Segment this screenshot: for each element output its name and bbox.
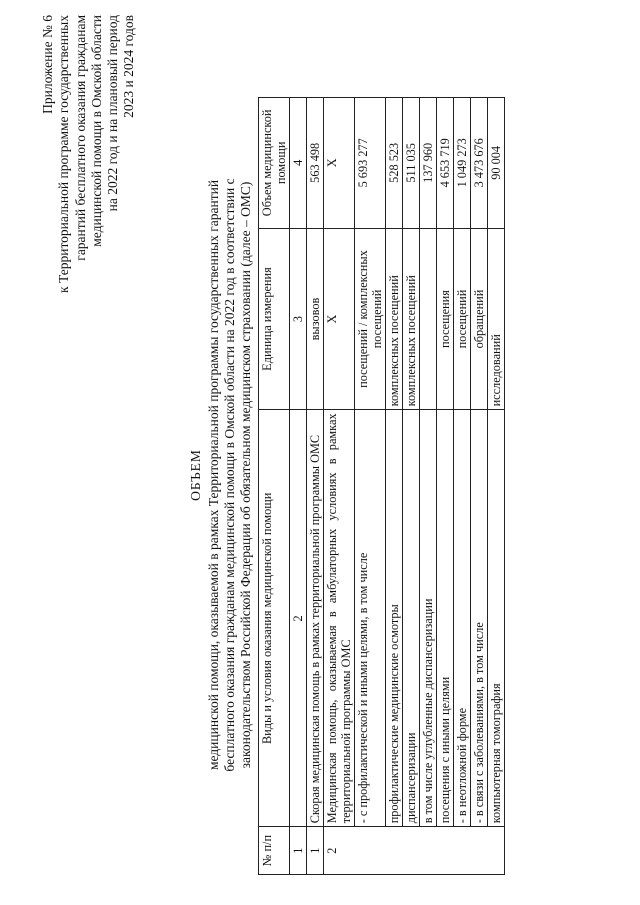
row-volume: 563 498: [307, 98, 324, 229]
header-num: № п/п: [259, 827, 290, 875]
table-row: [420, 98, 437, 875]
row-type: - в связи с заболеваниями, в том числе: [471, 410, 488, 827]
row-unit: посещений / комплексных посещений: [355, 228, 386, 410]
appendix-line: Приложение № 6: [40, 15, 55, 114]
appendix-line: 2023 и 2024 годов: [121, 15, 137, 118]
row-volume: 90 004: [488, 98, 505, 229]
row-volume: Х: [324, 98, 355, 229]
volume-table: [258, 97, 505, 875]
heading-line: законодательством Российской Федерации об обязательном медицинском страховании (далее – ОМС): [238, 181, 253, 769]
appendix-line: медицинской помощи в Омской области: [88, 15, 104, 247]
appendix-line: к Территориальной программе государственных: [56, 15, 72, 293]
document-title: ОБЪЕМ: [188, 449, 203, 501]
col-number: 4: [290, 98, 307, 229]
row-num: 1: [307, 827, 324, 875]
header-volume: Объем медицинской помощи: [259, 98, 290, 229]
row-unit: Х: [324, 228, 355, 410]
row-volume: 528 523: [386, 98, 403, 229]
row-type: - в неотложной форме: [454, 410, 471, 827]
header-type: Виды и условия оказания медицинской помощи: [259, 410, 290, 827]
table-row: [488, 98, 505, 875]
table-row: [471, 98, 488, 875]
appendix-line: на 2022 год и на плановый период: [105, 15, 121, 212]
table-row: [324, 98, 355, 875]
column-number-row: [290, 98, 307, 875]
row-type: Скорая медицинская помощь в рамках территориальной программы ОМС: [307, 410, 324, 827]
row-unit: комплексных посещений: [386, 228, 403, 410]
row-volume: 137 960: [420, 98, 437, 229]
row-num: 2: [324, 827, 505, 875]
row-unit: исследований: [488, 228, 505, 410]
row-type: в том числе углубленные диспансеризации: [420, 410, 437, 827]
appendix-block: [40, 15, 138, 315]
table-row: [437, 98, 454, 875]
table-row: [355, 98, 386, 875]
header-unit: Единица измерения: [259, 228, 290, 410]
row-unit: комплексных посещений: [403, 228, 420, 410]
row-volume: 511 035: [403, 98, 420, 229]
row-unit: вызовов: [307, 228, 324, 410]
heading-line: бесплатного оказания гражданам медицинской помощи в Омской области на 2022 год в соответствии с: [222, 178, 237, 772]
table-row: [454, 98, 471, 875]
row-type: профилактические медицинские осмотры: [386, 410, 403, 827]
table-row: [386, 98, 403, 875]
row-volume: 5 693 277: [355, 98, 386, 229]
row-volume: 1 049 273: [454, 98, 471, 229]
row-type: посещения с иными целями: [437, 410, 454, 827]
row-type: Медицинская помощь, оказываемая в амбулаторных условиях в рамках территориальной программы ОМС: [324, 410, 355, 827]
table-row: [403, 98, 420, 875]
row-unit: посещений: [454, 228, 471, 410]
row-type: - с профилактической и иными целями, в том числе: [355, 410, 386, 827]
table-row: [307, 98, 324, 875]
row-unit: [420, 228, 437, 410]
row-type: компьютерная томография: [488, 410, 505, 827]
col-number: 2: [290, 410, 307, 827]
row-unit: обращений: [471, 228, 488, 410]
appendix-line: гарантий бесплатного оказания гражданам: [72, 15, 88, 261]
row-unit: посещения: [437, 228, 454, 410]
row-volume: 4 653 719: [437, 98, 454, 229]
document-heading: [188, 125, 254, 825]
row-type: диспансеризации: [403, 410, 420, 827]
row-volume: 3 473 676: [471, 98, 488, 229]
col-number: 3: [290, 228, 307, 410]
heading-line: медицинской помощи, оказываемой в рамках Территориальной программы государственных гарантий: [206, 179, 221, 771]
table-header-row: [259, 98, 290, 875]
col-number: 1: [290, 827, 307, 875]
